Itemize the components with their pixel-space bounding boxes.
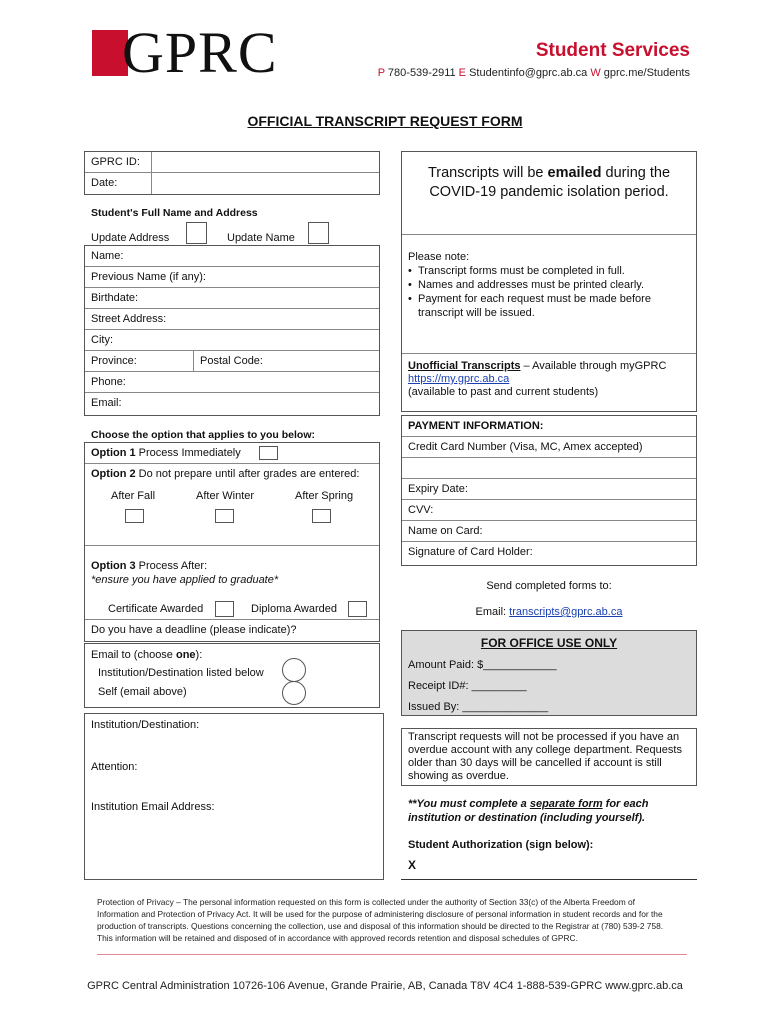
unofficial-label: Unofficial Transcripts	[408, 360, 521, 372]
signature-line[interactable]	[401, 879, 697, 880]
options-heading: Choose the option that applies to you below:	[91, 429, 315, 441]
cvv-field[interactable]: CVV:	[402, 500, 696, 521]
date-row	[85, 173, 379, 194]
signature-field[interactable]: Signature of Card Holder:	[408, 546, 533, 558]
email-to-box	[84, 643, 380, 708]
amount-paid: Amount Paid: $____________	[408, 659, 557, 671]
unofficial-note: (available to past and current students)	[408, 386, 599, 398]
option-3-section: Option 3 Process After: *ensure you have applied to graduate* Certificate Awarded Diploma Awarded	[85, 546, 379, 620]
attention-field[interactable]: Attention:	[91, 761, 138, 773]
update-name-checkbox[interactable]	[308, 222, 329, 244]
email-self-label: Self (email above)	[98, 686, 187, 698]
institution-destination-field[interactable]: Institution/Destination:	[91, 719, 200, 731]
please-note-section	[402, 235, 696, 354]
student-heading: Student's Full Name and Address	[91, 207, 258, 219]
update-address-label: Update Address	[91, 232, 170, 244]
signature-mark: X	[408, 858, 417, 872]
footer-address: GPRC Central Administration 10726-106 Avenue, Grande Prairie, AB, Canada T8V 4C4 1-888-539-GPRC www.gprc.ab.ca	[87, 980, 683, 992]
id-date-box	[84, 151, 380, 195]
payment-heading: PAYMENT INFORMATION:	[402, 416, 696, 437]
office-use-box	[401, 630, 697, 716]
update-address-checkbox[interactable]	[186, 222, 207, 244]
unofficial-section: Unofficial Transcripts – Available through myGPRC https://my.gprc.ab.ca (available to past and current students)	[402, 354, 696, 399]
email-institution-radio[interactable]	[282, 658, 306, 682]
name-on-card-field[interactable]: Name on Card:	[402, 521, 696, 542]
province-postal-row	[85, 351, 379, 372]
institution-email-field[interactable]: Institution Email Address:	[91, 801, 215, 813]
previous-name-field[interactable]: Previous Name (if any):	[85, 267, 379, 288]
separate-form-note: **You must complete a separate form for each institution or destination (including yourself).	[408, 798, 649, 824]
email-institution-label: Institution/Destination listed below	[98, 667, 264, 679]
email-self-radio[interactable]	[282, 681, 306, 705]
option-1-checkbox[interactable]	[259, 446, 278, 460]
phone-field[interactable]: Phone:	[85, 372, 379, 393]
overdue-notice: Transcript requests will not be processed if you have an overdue account with any college department. Requests older than 30 days will be cancelled if account is still showing as overdue.	[401, 728, 697, 786]
options-box	[84, 442, 380, 642]
certificate-label: Certificate Awarded	[108, 603, 204, 615]
date-label: Date:	[85, 173, 152, 194]
diploma-checkbox[interactable]	[348, 601, 367, 617]
email-to-label: Email to (choose one):	[91, 649, 203, 661]
email-field[interactable]: Email:	[91, 397, 122, 409]
send-email-line: Email: transcripts@gprc.ab.ca	[475, 606, 623, 618]
office-heading: FOR OFFICE USE ONLY	[480, 636, 618, 650]
issued-by: Issued By: ______________	[408, 701, 549, 713]
receipt-id: Receipt ID#: _________	[408, 680, 527, 692]
after-fall-checkbox[interactable]	[125, 509, 144, 523]
please-note-heading: Please note:	[408, 251, 470, 263]
footer-divider	[97, 954, 687, 955]
date-field[interactable]	[152, 173, 379, 194]
province-field[interactable]: Province:	[85, 351, 194, 371]
option-1-row: Option 1 Process Immediately	[85, 443, 379, 464]
department-title: Student Services	[535, 40, 690, 61]
update-name-label: Update Name	[227, 232, 295, 244]
destination-box	[84, 713, 384, 880]
gprc-logo: GPRC	[122, 20, 278, 85]
option-3-note: *ensure you have applied to graduate*	[91, 574, 279, 586]
notice-box	[401, 151, 697, 412]
gprc-id-row	[85, 152, 379, 173]
postal-code-field[interactable]: Postal Code:	[200, 355, 263, 367]
covid-notice: Transcripts will be emailed during the COVID-19 pandemic isolation period.	[402, 152, 696, 235]
after-fall-label: After Fall	[111, 490, 156, 502]
student-info-box	[84, 245, 380, 416]
privacy-statement: Protection of Privacy – The personal information requested on this form is collected under the authority of Section 33(c) of the Alberta Freedom of Information and Protection of Privacy Act. It will be used for the purpose of administering disclosure of personal information in student records and for the production of transcripts. Questions concerning the collection, use and disposal of this information should be directed to the Registrar at (780) 539-2 758. This information will be retained and disposed of in accordance with approved records retention and disposal schedules of GPRC.	[97, 897, 664, 943]
note-item: • Payment for each request must be made before transcript will be issued.	[408, 293, 651, 319]
after-winter-checkbox[interactable]	[215, 509, 234, 523]
after-spring-checkbox[interactable]	[312, 509, 331, 523]
authorization-label: Student Authorization (sign below):	[408, 839, 594, 851]
deadline-field[interactable]: Do you have a deadline (please indicate)?	[91, 624, 297, 636]
payment-box	[401, 415, 697, 566]
after-spring-label: After Spring	[295, 490, 354, 502]
card-number-field[interactable]: Credit Card Number (Visa, MC, Amex accepted)	[402, 437, 696, 458]
note-item: • Names and addresses must be printed clearly.	[408, 279, 645, 291]
expiry-field[interactable]: Expiry Date:	[402, 479, 696, 500]
contact-line: P 780-539-2911 E Studentinfo@gprc.ab.ca W gprc.me/Students	[377, 67, 690, 79]
gprc-id-label: GPRC ID:	[85, 152, 152, 172]
mygprc-link[interactable]: https://my.gprc.ab.ca	[408, 373, 510, 385]
diploma-label: Diploma Awarded	[251, 603, 338, 615]
transcripts-email-link[interactable]: transcripts@gprc.ab.ca	[509, 606, 623, 618]
certificate-checkbox[interactable]	[215, 601, 234, 617]
option-2-section: Option 2 Do not prepare until after grades are entered: After Fall After Winter After Spring	[85, 464, 379, 546]
send-label: Send completed forms to:	[486, 580, 612, 592]
note-item: • Transcript forms must be completed in full.	[408, 265, 625, 277]
after-winter-label: After Winter	[196, 490, 255, 502]
card-number-entry[interactable]	[402, 458, 696, 479]
gprc-id-field[interactable]	[152, 152, 379, 172]
city-field[interactable]: City:	[85, 330, 379, 351]
name-field[interactable]: Name:	[85, 246, 379, 267]
form-title: OFFICIAL TRANSCRIPT REQUEST FORM	[247, 113, 523, 129]
birthdate-field[interactable]: Birthdate:	[85, 288, 379, 309]
street-address-field[interactable]: Street Address:	[85, 309, 379, 330]
